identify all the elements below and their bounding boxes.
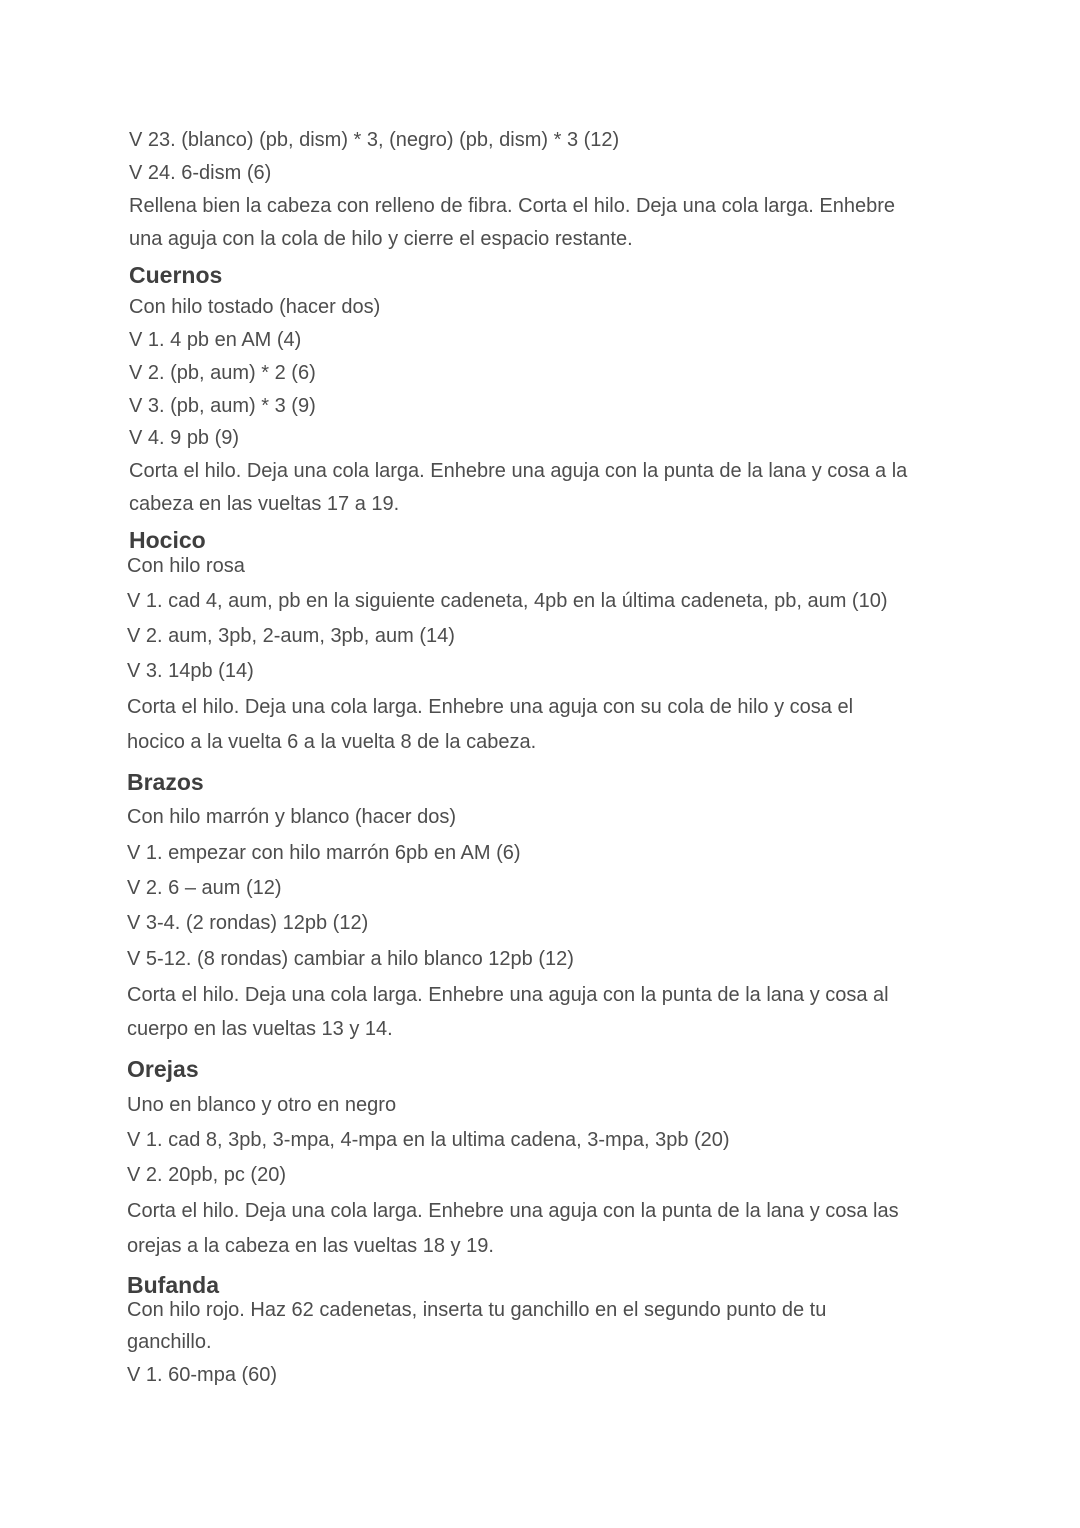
text-line: una aguja con la cola de hilo y cierre el espacio restante.	[129, 228, 633, 250]
text-line: hocico a la vuelta 6 a la vuelta 8 de la cabeza.	[127, 731, 537, 753]
text-line: V 24. 6-dism (6)	[129, 162, 272, 184]
text-line: V 1. cad 8, 3pb, 3-mpa, 4-mpa en la ultima cadena, 3-mpa, 3pb (20)	[127, 1129, 730, 1151]
text-line: V 3. 14pb (14)	[127, 660, 254, 682]
text-line: Corta el hilo. Deja una cola larga. Enhebre una aguja con la punta de la lana y cosa las	[127, 1200, 899, 1222]
text-line: Con hilo rojo. Haz 62 cadenetas, inserta tu ganchillo en el segundo punto de tu	[127, 1299, 827, 1321]
text-line: V 1. empezar con hilo marrón 6pb en AM (6)	[127, 842, 521, 864]
text-line: V 5-12. (8 rondas) cambiar a hilo blanco 12pb (12)	[127, 948, 574, 970]
text-line: Corta el hilo. Deja una cola larga. Enhebre una aguja con la punta de la lana y cosa a la	[129, 460, 908, 482]
section-heading-orejas: Orejas	[127, 1056, 199, 1082]
text-line: V 2. 20pb, pc (20)	[127, 1164, 286, 1186]
text-line: V 2. aum, 3pb, 2-aum, 3pb, aum (14)	[127, 625, 455, 647]
section-heading-hocico: Hocico	[129, 527, 206, 553]
text-line: cuerpo en las vueltas 13 y 14.	[127, 1018, 393, 1040]
text-line: V 1. 4 pb en AM (4)	[129, 329, 302, 351]
text-line: Rellena bien la cabeza con relleno de fibra. Corta el hilo. Deja una cola larga. Enhebre	[129, 195, 896, 217]
text-line: ganchillo.	[127, 1331, 212, 1353]
text-line: Uno en blanco y otro en negro	[127, 1094, 397, 1116]
section-heading-cuernos: Cuernos	[129, 262, 223, 288]
section-heading-brazos: Brazos	[127, 769, 204, 795]
text-line: V 2. (pb, aum) * 2 (6)	[129, 362, 316, 384]
text-line: V 3-4. (2 rondas) 12pb (12)	[127, 912, 369, 934]
text-line: V 2. 6 – aum (12)	[127, 877, 282, 899]
text-line: Corta el hilo. Deja una cola larga. Enhebre una aguja con su cola de hilo y cosa el	[127, 696, 854, 718]
text-line: Con hilo rosa	[127, 555, 245, 577]
text-line: orejas a la cabeza en las vueltas 18 y 19.	[127, 1235, 494, 1257]
text-line: Con hilo tostado (hacer dos)	[129, 296, 381, 318]
text-line: V 4. 9 pb (9)	[129, 427, 240, 449]
text-line: V 3. (pb, aum) * 3 (9)	[129, 395, 316, 417]
text-line: V 1. cad 4, aum, pb en la siguiente cadeneta, 4pb en la última cadeneta, pb, aum (10)	[127, 590, 888, 612]
text-line: V 23. (blanco) (pb, dism) * 3, (negro) (pb, dism) * 3 (12)	[129, 129, 620, 151]
text-line: cabeza en las vueltas 17 a 19.	[129, 493, 400, 515]
text-line: Con hilo marrón y blanco (hacer dos)	[127, 806, 457, 828]
text-line: V 1. 60-mpa (60)	[127, 1364, 278, 1386]
text-line: Corta el hilo. Deja una cola larga. Enhebre una aguja con la punta de la lana y cosa al	[127, 984, 889, 1006]
section-heading-bufanda: Bufanda	[127, 1272, 219, 1298]
